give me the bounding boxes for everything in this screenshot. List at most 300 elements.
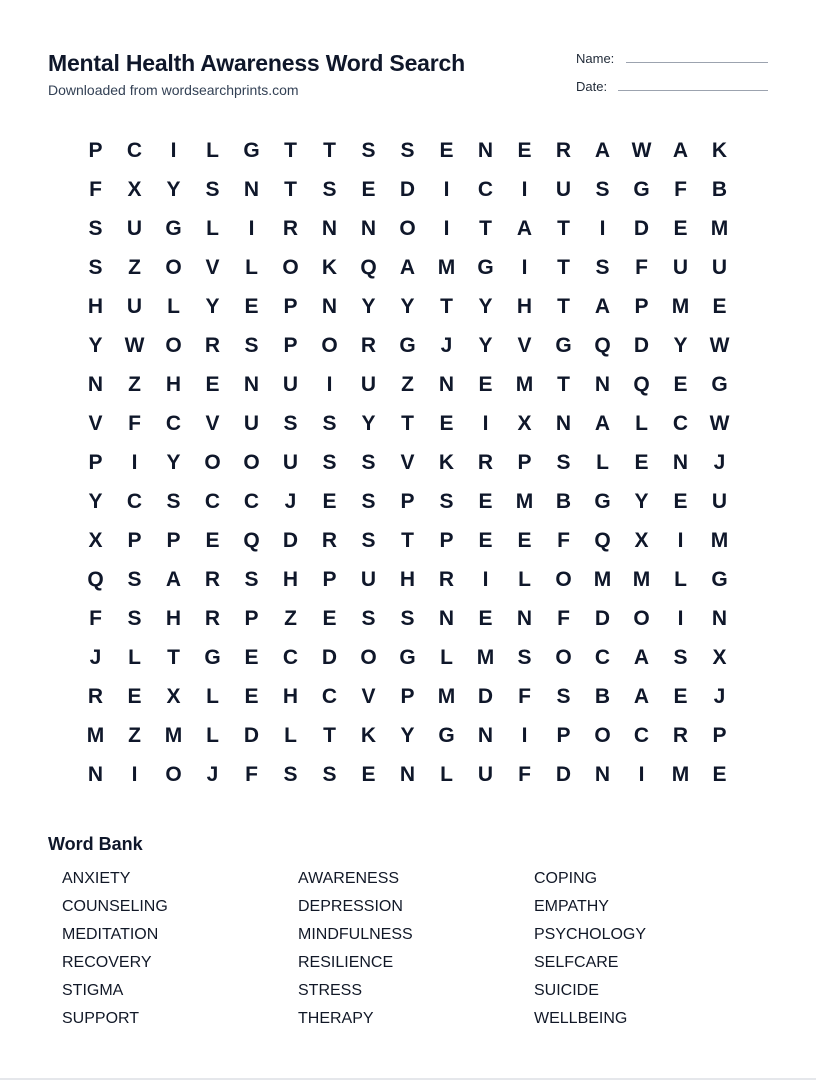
grid-letter[interactable]: N xyxy=(555,412,572,435)
grid-letter[interactable]: F xyxy=(518,763,531,786)
grid-letter[interactable]: Y xyxy=(478,295,493,318)
grid-letter[interactable]: B xyxy=(555,490,572,513)
grid-letter[interactable]: U xyxy=(243,412,260,435)
grid-letter[interactable]: M xyxy=(164,724,183,747)
grid-letter[interactable]: M xyxy=(632,568,651,591)
grid-letter[interactable]: Z xyxy=(284,607,297,630)
grid-letter[interactable]: T xyxy=(440,295,453,318)
grid-letter[interactable]: C xyxy=(633,724,650,747)
grid-letter[interactable]: E xyxy=(439,139,454,162)
grid-letter[interactable]: P xyxy=(283,334,298,357)
grid-letter[interactable]: O xyxy=(165,334,182,357)
grid-letter[interactable]: S xyxy=(88,217,103,240)
grid-letter[interactable]: O xyxy=(282,256,299,279)
grid-letter[interactable]: L xyxy=(128,646,141,669)
grid-letter[interactable]: F xyxy=(128,412,141,435)
grid-letter[interactable]: S xyxy=(88,256,103,279)
grid-letter[interactable]: H xyxy=(399,568,416,591)
grid-letter[interactable]: O xyxy=(399,217,416,240)
grid-letter[interactable]: G xyxy=(399,334,416,357)
grid-letter[interactable]: R xyxy=(282,217,299,240)
grid-letter[interactable]: N xyxy=(243,373,260,396)
grid-letter[interactable]: D xyxy=(633,217,650,240)
grid-letter[interactable]: K xyxy=(321,256,338,279)
grid-letter[interactable]: J xyxy=(440,334,453,357)
grid-letter[interactable]: R xyxy=(360,334,377,357)
grid-letter[interactable]: Y xyxy=(478,334,493,357)
grid-letter[interactable]: K xyxy=(360,724,377,747)
grid-letter[interactable]: A xyxy=(516,217,533,240)
grid-letter[interactable]: I xyxy=(521,178,528,201)
grid-letter[interactable]: E xyxy=(478,529,493,552)
grid-letter[interactable]: W xyxy=(124,334,145,357)
grid-letter[interactable]: S xyxy=(127,607,142,630)
grid-letter[interactable]: Q xyxy=(633,373,650,396)
grid-letter[interactable]: G xyxy=(399,646,416,669)
grid-letter[interactable]: P xyxy=(88,139,103,162)
grid-letter[interactable]: S xyxy=(244,568,259,591)
grid-letter[interactable]: O xyxy=(633,607,650,630)
grid-letter[interactable]: F xyxy=(518,685,531,708)
grid-letter[interactable]: E xyxy=(712,763,727,786)
grid-letter[interactable]: U xyxy=(282,373,299,396)
grid-letter[interactable]: O xyxy=(165,763,182,786)
grid-letter[interactable]: I xyxy=(443,217,450,240)
grid-letter[interactable]: W xyxy=(631,139,652,162)
grid-letter[interactable]: F xyxy=(635,256,648,279)
grid-letter[interactable]: P xyxy=(322,568,337,591)
grid-letter[interactable]: E xyxy=(361,178,376,201)
grid-letter[interactable]: E xyxy=(205,529,220,552)
grid-letter[interactable]: Y xyxy=(88,490,103,513)
grid-letter[interactable]: Y xyxy=(205,295,220,318)
grid-letter[interactable]: C xyxy=(126,139,143,162)
grid-letter[interactable]: I xyxy=(638,763,645,786)
grid-letter[interactable]: I xyxy=(170,139,177,162)
source-subtitle: Downloaded from wordsearchprints.com xyxy=(48,82,299,98)
grid-letter[interactable]: S xyxy=(361,490,376,513)
grid-letter[interactable]: G xyxy=(633,178,650,201)
grid-letter[interactable]: R xyxy=(477,451,494,474)
grid-letter[interactable]: J xyxy=(713,685,726,708)
grid-letter[interactable]: N xyxy=(672,451,689,474)
word-bank-item: ANXIETY xyxy=(62,870,131,887)
grid-letter[interactable]: V xyxy=(400,451,415,474)
grid-letter[interactable]: U xyxy=(555,178,572,201)
word-bank-item: MINDFULNESS xyxy=(298,926,413,943)
grid-letter[interactable]: T xyxy=(401,412,414,435)
grid-letter[interactable]: T xyxy=(479,217,492,240)
grid-letter[interactable]: P xyxy=(634,295,649,318)
grid-letter[interactable]: O xyxy=(321,334,338,357)
word-bank-item: EMPATHY xyxy=(534,898,609,915)
grid-letter[interactable]: S xyxy=(673,646,688,669)
grid-letter[interactable]: S xyxy=(400,607,415,630)
grid-letter[interactable]: E xyxy=(244,685,259,708)
name-line[interactable] xyxy=(626,62,768,63)
grid-letter[interactable]: R xyxy=(204,334,221,357)
grid-letter[interactable]: E xyxy=(517,529,532,552)
grid-letter[interactable]: K xyxy=(711,139,728,162)
grid-letter[interactable]: E xyxy=(673,490,688,513)
grid-letter[interactable]: Y xyxy=(166,178,181,201)
grid-letter[interactable]: E xyxy=(439,412,454,435)
grid-letter[interactable]: S xyxy=(517,646,532,669)
grid-letter[interactable]: V xyxy=(361,685,376,708)
grid-letter[interactable]: O xyxy=(555,568,572,591)
grid-letter[interactable]: N xyxy=(243,178,260,201)
grid-letter[interactable]: I xyxy=(482,412,489,435)
grid-letter[interactable]: S xyxy=(205,178,220,201)
grid-letter[interactable]: S xyxy=(283,763,298,786)
grid-letter[interactable]: Z xyxy=(128,724,141,747)
grid-letter[interactable]: N xyxy=(477,724,494,747)
grid-letter[interactable]: Y xyxy=(400,724,415,747)
grid-letter[interactable]: E xyxy=(478,373,493,396)
grid-letter[interactable]: I xyxy=(521,256,528,279)
grid-letter[interactable]: G xyxy=(477,256,494,279)
grid-letter[interactable]: E xyxy=(634,451,649,474)
grid-letter[interactable]: L xyxy=(440,763,453,786)
grid-letter[interactable]: H xyxy=(282,685,299,708)
grid-letter[interactable]: T xyxy=(323,139,336,162)
grid-letter[interactable]: S xyxy=(556,685,571,708)
grid-letter[interactable]: C xyxy=(672,412,689,435)
grid-letter[interactable]: O xyxy=(165,256,182,279)
grid-letter[interactable]: C xyxy=(126,490,143,513)
grid-letter[interactable]: F xyxy=(557,607,570,630)
grid-letter[interactable]: F xyxy=(89,178,102,201)
grid-letter[interactable]: S xyxy=(400,139,415,162)
grid-letter[interactable]: N xyxy=(594,763,611,786)
grid-letter[interactable]: X xyxy=(712,646,727,669)
grid-letter[interactable]: O xyxy=(594,724,611,747)
grid-letter[interactable]: X xyxy=(127,178,142,201)
date-line[interactable] xyxy=(618,90,768,91)
grid-letter[interactable]: H xyxy=(165,373,182,396)
grid-letter[interactable]: N xyxy=(477,139,494,162)
grid-letter[interactable]: F xyxy=(674,178,687,201)
grid-letter[interactable]: Z xyxy=(401,373,414,396)
grid-letter[interactable]: L xyxy=(440,646,453,669)
grid-letter[interactable]: S xyxy=(595,178,610,201)
grid-letter[interactable]: M xyxy=(710,529,729,552)
word-bank-item: COUNSELING xyxy=(62,898,168,915)
grid-letter[interactable]: K xyxy=(438,451,455,474)
grid-letter[interactable]: T xyxy=(401,529,414,552)
grid-letter[interactable]: P xyxy=(517,451,532,474)
grid-letter[interactable]: P xyxy=(400,685,415,708)
grid-letter[interactable]: S xyxy=(361,139,376,162)
grid-letter[interactable]: L xyxy=(284,724,297,747)
grid-letter[interactable]: U xyxy=(360,568,377,591)
grid-letter[interactable]: J xyxy=(284,490,297,513)
word-bank-item: RECOVERY xyxy=(62,954,152,971)
grid-letter[interactable]: Y xyxy=(634,490,649,513)
grid-letter[interactable]: F xyxy=(89,607,102,630)
grid-letter[interactable]: S xyxy=(361,529,376,552)
grid-letter[interactable]: A xyxy=(594,295,611,318)
grid-letter[interactable]: L xyxy=(245,256,258,279)
grid-letter[interactable]: L xyxy=(674,568,687,591)
grid-letter[interactable]: P xyxy=(556,724,571,747)
grid-letter[interactable]: M xyxy=(515,490,534,513)
grid-letter[interactable]: U xyxy=(360,373,377,396)
grid-letter[interactable]: V xyxy=(88,412,103,435)
grid-letter[interactable]: M xyxy=(437,256,456,279)
grid-letter[interactable]: E xyxy=(673,685,688,708)
grid-letter[interactable]: Z xyxy=(128,256,141,279)
grid-letter[interactable]: Q xyxy=(243,529,260,552)
grid-letter[interactable]: O xyxy=(555,646,572,669)
word-bank-item: DEPRESSION xyxy=(298,898,403,915)
grid-letter[interactable]: Y xyxy=(361,295,376,318)
grid-letter[interactable]: I xyxy=(443,178,450,201)
grid-letter[interactable]: F xyxy=(557,529,570,552)
grid-letter[interactable]: Q xyxy=(87,568,104,591)
grid-letter[interactable]: X xyxy=(166,685,181,708)
grid-letter[interactable]: V xyxy=(205,412,220,435)
grid-letter[interactable]: I xyxy=(248,217,255,240)
grid-letter[interactable]: M xyxy=(437,685,456,708)
grid-letter[interactable]: Q xyxy=(594,529,611,552)
grid-letter[interactable]: T xyxy=(284,139,297,162)
grid-letter[interactable]: C xyxy=(243,490,260,513)
grid-letter[interactable]: B xyxy=(594,685,611,708)
grid-letter[interactable]: I xyxy=(131,763,138,786)
grid-letter[interactable]: N xyxy=(516,607,533,630)
grid-letter[interactable]: P xyxy=(127,529,142,552)
grid-letter[interactable]: N xyxy=(321,295,338,318)
grid-letter[interactable]: E xyxy=(127,685,142,708)
grid-letter[interactable]: N xyxy=(87,373,104,396)
grid-letter[interactable]: G xyxy=(204,646,221,669)
grid-letter[interactable]: C xyxy=(594,646,611,669)
grid-letter[interactable]: S xyxy=(166,490,181,513)
grid-letter[interactable]: N xyxy=(438,373,455,396)
grid-letter[interactable]: M xyxy=(515,373,534,396)
grid-letter[interactable]: P xyxy=(439,529,454,552)
grid-letter[interactable]: Q xyxy=(360,256,377,279)
grid-letter[interactable]: L xyxy=(206,217,219,240)
grid-letter[interactable]: R xyxy=(87,685,104,708)
grid-letter[interactable]: T xyxy=(557,373,570,396)
grid-letter[interactable]: P xyxy=(166,529,181,552)
grid-letter[interactable]: R xyxy=(204,568,221,591)
grid-letter[interactable]: M xyxy=(671,763,690,786)
grid-letter[interactable]: N xyxy=(87,763,104,786)
grid-letter[interactable]: L xyxy=(206,724,219,747)
grid-letter[interactable]: Y xyxy=(361,412,376,435)
grid-letter[interactable]: E xyxy=(673,373,688,396)
grid-letter[interactable]: I xyxy=(131,451,138,474)
grid-letter[interactable]: M xyxy=(671,295,690,318)
grid-letter[interactable]: O xyxy=(204,451,221,474)
grid-letter[interactable]: C xyxy=(204,490,221,513)
grid-letter[interactable]: N xyxy=(594,373,611,396)
grid-letter[interactable]: E xyxy=(517,139,532,162)
grid-letter[interactable]: C xyxy=(165,412,182,435)
grid-letter[interactable]: J xyxy=(206,763,219,786)
grid-letter[interactable]: C xyxy=(321,685,338,708)
grid-letter[interactable]: G xyxy=(711,373,728,396)
grid-letter[interactable]: I xyxy=(677,529,684,552)
grid-letter[interactable]: W xyxy=(709,412,730,435)
grid-letter[interactable]: D xyxy=(399,178,416,201)
grid-letter[interactable]: L xyxy=(518,568,531,591)
grid-letter[interactable]: I xyxy=(677,607,684,630)
grid-letter[interactable]: E xyxy=(244,295,259,318)
grid-letter[interactable]: G xyxy=(555,334,572,357)
grid-letter[interactable]: Y xyxy=(400,295,415,318)
grid-letter[interactable]: L xyxy=(167,295,180,318)
grid-letter[interactable]: H xyxy=(87,295,104,318)
grid-letter[interactable]: S xyxy=(322,451,337,474)
grid-letter[interactable]: L xyxy=(635,412,648,435)
grid-letter[interactable]: S xyxy=(322,763,337,786)
grid-letter[interactable]: L xyxy=(596,451,609,474)
grid-letter[interactable]: I xyxy=(599,217,606,240)
grid-letter[interactable]: G xyxy=(711,568,728,591)
grid-letter[interactable]: E xyxy=(361,763,376,786)
grid-letter[interactable]: H xyxy=(165,607,182,630)
grid-letter[interactable]: D xyxy=(282,529,299,552)
grid-letter[interactable]: S xyxy=(283,412,298,435)
grid-letter[interactable]: S xyxy=(595,256,610,279)
grid-letter[interactable]: M xyxy=(476,646,495,669)
grid-letter[interactable]: R xyxy=(204,607,221,630)
grid-letter[interactable]: T xyxy=(557,217,570,240)
grid-letter[interactable]: U xyxy=(672,256,689,279)
grid-letter[interactable]: Y xyxy=(166,451,181,474)
grid-letter[interactable]: U xyxy=(126,295,143,318)
grid-letter[interactable]: L xyxy=(206,685,219,708)
grid-letter[interactable]: J xyxy=(713,451,726,474)
grid-letter[interactable]: X xyxy=(88,529,103,552)
grid-letter[interactable]: O xyxy=(243,451,260,474)
grid-letter[interactable]: D xyxy=(321,646,338,669)
grid-letter[interactable]: X xyxy=(634,529,649,552)
grid-letter[interactable]: A xyxy=(633,685,650,708)
grid-letter[interactable]: R xyxy=(321,529,338,552)
grid-letter[interactable]: R xyxy=(672,724,689,747)
grid-letter[interactable]: C xyxy=(282,646,299,669)
grid-letter[interactable]: P xyxy=(283,295,298,318)
grid-letter[interactable]: A xyxy=(399,256,416,279)
grid-letter[interactable]: B xyxy=(711,178,728,201)
grid-letter[interactable]: R xyxy=(438,568,455,591)
grid-letter[interactable]: P xyxy=(400,490,415,513)
grid-letter[interactable]: A xyxy=(633,646,650,669)
grid-letter[interactable]: F xyxy=(245,763,258,786)
grid-letter[interactable]: V xyxy=(517,334,532,357)
grid-letter[interactable]: G xyxy=(594,490,611,513)
grid-letter[interactable]: U xyxy=(282,451,299,474)
grid-letter[interactable]: E xyxy=(673,217,688,240)
grid-letter[interactable]: L xyxy=(206,139,219,162)
grid-letter[interactable]: N xyxy=(399,763,416,786)
grid-letter[interactable]: M xyxy=(593,568,612,591)
grid-letter[interactable]: A xyxy=(672,139,689,162)
grid-letter[interactable]: U xyxy=(711,256,728,279)
grid-letter[interactable]: T xyxy=(323,724,336,747)
grid-letter[interactable]: S xyxy=(361,607,376,630)
grid-letter[interactable]: S xyxy=(322,178,337,201)
grid-letter[interactable]: H xyxy=(282,568,299,591)
grid-letter[interactable]: C xyxy=(477,178,494,201)
grid-letter[interactable]: S xyxy=(244,334,259,357)
grid-letter[interactable]: P xyxy=(88,451,103,474)
grid-letter[interactable]: Y xyxy=(88,334,103,357)
grid-letter[interactable]: U xyxy=(126,217,143,240)
grid-letter[interactable]: T xyxy=(557,256,570,279)
grid-letter[interactable]: G xyxy=(243,139,260,162)
grid-letter[interactable]: D xyxy=(633,334,650,357)
grid-letter[interactable]: A xyxy=(594,139,611,162)
grid-letter[interactable]: U xyxy=(711,490,728,513)
grid-letter[interactable]: Y xyxy=(673,334,688,357)
grid-letter[interactable]: D xyxy=(555,763,572,786)
grid-letter[interactable]: A xyxy=(594,412,611,435)
grid-letter[interactable]: T xyxy=(557,295,570,318)
word-bank-heading: Word Bank xyxy=(48,834,143,854)
grid-letter[interactable]: I xyxy=(482,568,489,591)
grid-letter[interactable]: X xyxy=(517,412,532,435)
grid-letter[interactable]: N xyxy=(438,607,455,630)
grid-letter[interactable]: N xyxy=(321,217,338,240)
grid-letter[interactable]: U xyxy=(477,763,494,786)
grid-letter[interactable]: M xyxy=(710,217,729,240)
grid-letter[interactable]: E xyxy=(712,295,727,318)
grid-letter[interactable]: I xyxy=(326,373,333,396)
grid-letter[interactable]: Q xyxy=(594,334,611,357)
grid-letter[interactable]: D xyxy=(594,607,611,630)
grid-letter[interactable]: N xyxy=(360,217,377,240)
grid-letter[interactable]: P xyxy=(712,724,727,747)
grid-letter[interactable]: N xyxy=(711,607,728,630)
grid-letter[interactable]: S xyxy=(556,451,571,474)
grid-letter[interactable]: H xyxy=(516,295,533,318)
grid-letter[interactable]: R xyxy=(555,139,572,162)
grid-letter[interactable]: G xyxy=(438,724,455,747)
grid-letter[interactable]: M xyxy=(86,724,105,747)
grid-letter[interactable]: T xyxy=(284,178,297,201)
grid-letter[interactable]: S xyxy=(322,412,337,435)
grid-letter[interactable]: W xyxy=(709,334,730,357)
grid-letter[interactable]: E xyxy=(322,490,337,513)
word-bank-item: SELFCARE xyxy=(534,954,619,971)
grid-letter[interactable]: O xyxy=(360,646,377,669)
grid-letter[interactable]: T xyxy=(167,646,180,669)
grid-letter[interactable]: S xyxy=(127,568,142,591)
grid-letter[interactable]: S xyxy=(439,490,454,513)
grid-letter[interactable]: P xyxy=(244,607,259,630)
grid-letter[interactable]: Z xyxy=(128,373,141,396)
grid-letter[interactable]: V xyxy=(205,256,220,279)
grid-letter[interactable]: E xyxy=(244,646,259,669)
grid-letter[interactable]: G xyxy=(165,217,182,240)
grid-letter[interactable]: E xyxy=(322,607,337,630)
grid-letter[interactable]: D xyxy=(243,724,260,747)
grid-letter[interactable]: J xyxy=(89,646,102,669)
grid-letter[interactable]: A xyxy=(165,568,182,591)
grid-letter[interactable]: D xyxy=(477,685,494,708)
grid-letter[interactable]: I xyxy=(521,724,528,747)
grid-letter[interactable]: E xyxy=(478,490,493,513)
grid-letter[interactable]: E xyxy=(205,373,220,396)
grid-letter[interactable]: S xyxy=(361,451,376,474)
grid-letter[interactable]: E xyxy=(478,607,493,630)
